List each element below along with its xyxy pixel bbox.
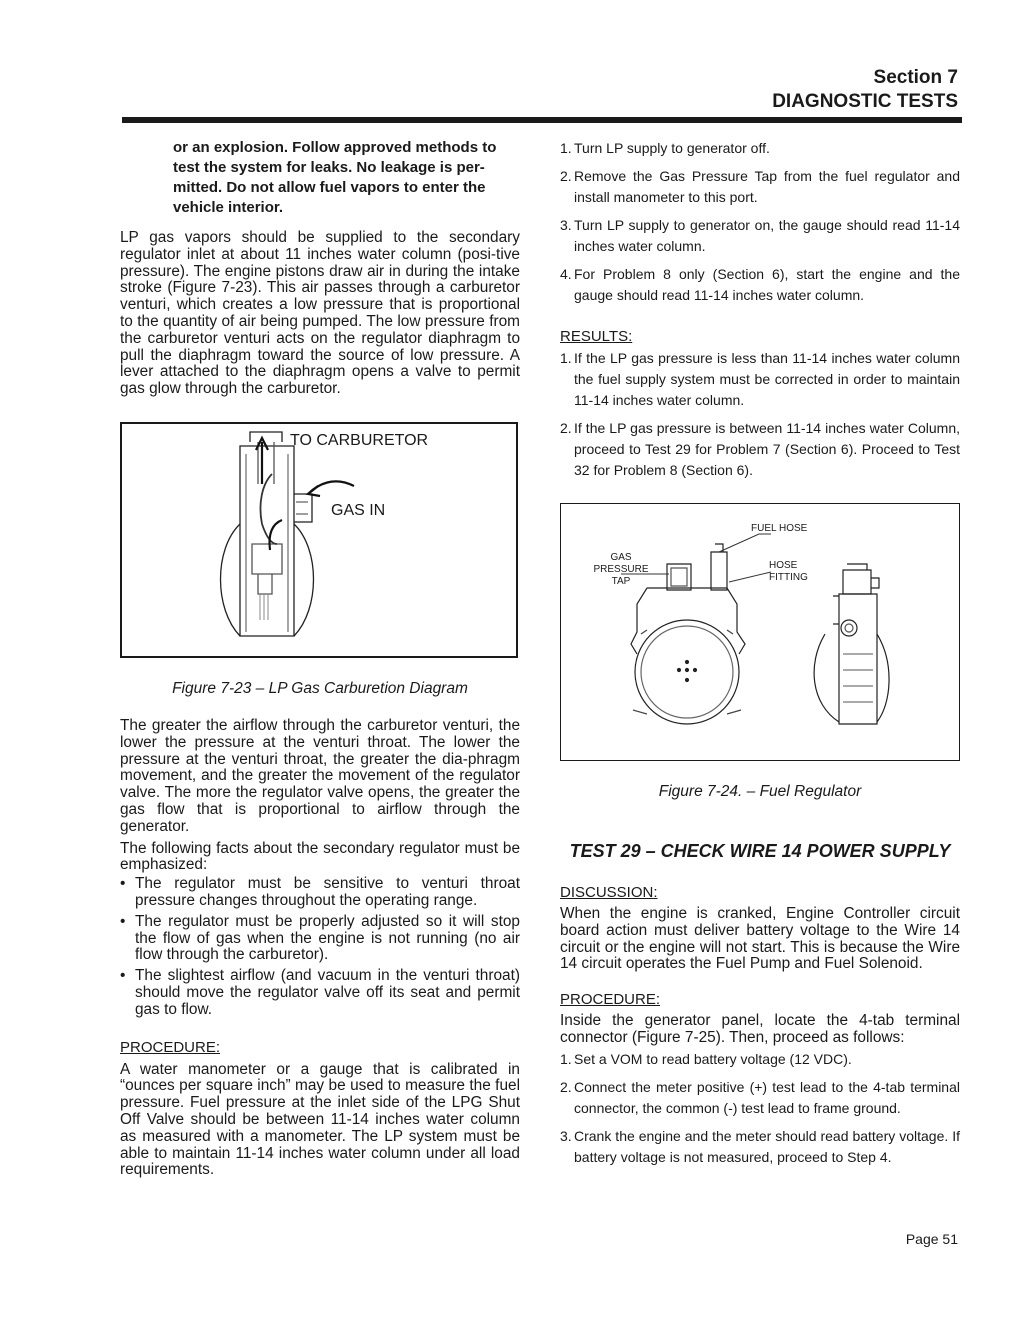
results-label: RESULTS: — [560, 328, 633, 345]
list-item: 3. Crank the engine and the meter should read battery voltage. If battery voltage is not measured, proceed to Step 4. — [560, 1127, 960, 1165]
figure-7-24 — [560, 503, 960, 761]
label-to-carburetor: TO CARBURETOR — [290, 431, 429, 449]
right-column — [560, 138, 960, 1168]
list-item: 1. If the LP gas pressure is less than 11-14 inches water column the fuel supply system must be corrected in order to maintain 11-14 inches water column. — [560, 350, 960, 408]
list-item: • The regulator must be sensitive to venturi throat pressure changes throughout the operating range. — [120, 875, 520, 909]
list-item: 2. Remove the Gas Pressure Tap from the fuel regulator and install manometer to this port. — [560, 168, 960, 205]
list-item: 1. Turn LP supply to generator off. — [560, 140, 770, 156]
label-fuel-hose: FUEL HOSE — [751, 523, 808, 534]
discussion-paragraph: When the engine is cranked, Engine Controller circuit board action must deliver battery voltage to the Wire 14 circuit or the engine will not start. This is because the Wire 14 circuit operates the Fuel Pump and Fuel Solenoid. — [560, 905, 960, 973]
left-column — [120, 138, 520, 1179]
label-hose-fitting: HOSE FITTING — [769, 560, 808, 583]
manometer-paragraph: A water manometer or a gauge that is calibrated in “ounces per square inch” may be used to measure the fuel pressure. Fuel pressure at the inlet side of the LPG Shut Off Valve should be between 11-14 inches water column as measured with a manometer. The LP system must be able to maintain 11-14 inches water column under all load requirements. — [120, 1060, 520, 1179]
list-item: 4. For Problem 8 only (Section 6), start the engine and the gauge should read 11-14 inches water column. — [560, 266, 960, 303]
list-item: • The slightest airflow (and vacuum in the venturi throat) should move the regulator valve off its seat and permit gas to flow. — [120, 967, 520, 1018]
warning-text: or an explosion. Follow approved methods to test the system for leaks. No leakage is per-mitted. Do not allow fuel vapors to enter the vehicle interior. — [173, 139, 497, 216]
list-item: 3. Turn LP supply to generator on, the gauge should read 11-14 inches water column. — [560, 217, 960, 254]
procedure-label-left: PROCEDURE: — [120, 1038, 221, 1056]
fuel-regulator-diagram — [561, 504, 958, 759]
carburetion-diagram — [122, 424, 516, 656]
procedure-label-right: PROCEDURE: — [560, 991, 661, 1009]
list-item: 2. If the LP gas pressure is between 11-14 inches water Column, proceed to Test 29 for Problem 7 (Section 6). Proceed to Test 32 for Problem 8 (Section 6). — [560, 420, 960, 478]
list-item: 1. Set a VOM to read battery voltage (12 VDC). — [560, 1050, 852, 1067]
facts-list — [120, 876, 520, 1018]
section-number: Section 7 — [873, 67, 958, 88]
page-number: Page 51 — [905, 1231, 958, 1247]
figure-7-23 — [120, 422, 518, 658]
figure-7-23-caption: Figure 7-23 – LP Gas Carburetion Diagram — [172, 679, 468, 697]
test-29-heading: TEST 29 – CHECK WIRE 14 POWER SUPPLY — [569, 841, 951, 861]
lp-vapor-paragraph: LP gas vapors should be supplied to the secondary regulator inlet at about 11 inches water column (posi-tive pressure). The engine pistons draw air in during the intake stroke (Figure 7-23). This air passes through a carburetor venturi, which creates a low pressure that is proportional to the quantity of air being pumped. The low pressure from the carburetor venturi acts on the regulator diaphragm to pull the diaphragm toward the source of low pressure. A lever attached to the diaphragm opens a valve to permit gas glow through the carburetor. — [120, 229, 520, 398]
header-rule — [122, 117, 962, 123]
section-header — [772, 66, 958, 114]
facts-intro: The following facts about the secondary regulator must be emphasized: — [120, 839, 520, 874]
list-item: • The regulator must be properly adjusted so it will stop the flow of gas when the engine is not running (no air flow through the carburetor). — [120, 912, 520, 964]
label-gas-in: GAS IN — [331, 501, 386, 519]
section-title: DIAGNOSTIC TESTS — [772, 91, 958, 112]
list-item: 2. Connect the meter positive (+) test lead to the 4-tab terminal connector, the common (-) test lead to frame ground. — [560, 1078, 960, 1116]
procedure-intro: Inside the generator panel, locate the 4-tab terminal connector (Figure 7-25). Then, proceed as follows: — [560, 1012, 960, 1046]
lp-steps — [560, 138, 960, 306]
figure-7-24-caption: Figure 7-24. – Fuel Regulator — [658, 783, 862, 800]
airflow-paragraph: The greater the airflow through the carburetor venturi, the lower the pressure at the venturi throat. The lower the pressure at the venturi throat, the greater the dia-phragm movement, and the greater the movement of the regulator valve. The more the regulator valve opens, the greater the gas flow that is proportional to airflow through the generator. — [120, 716, 520, 835]
label-gas-pressure-tap: GAS PRESSURE TAP — [593, 552, 649, 587]
discussion-label: DISCUSSION: — [560, 884, 658, 901]
